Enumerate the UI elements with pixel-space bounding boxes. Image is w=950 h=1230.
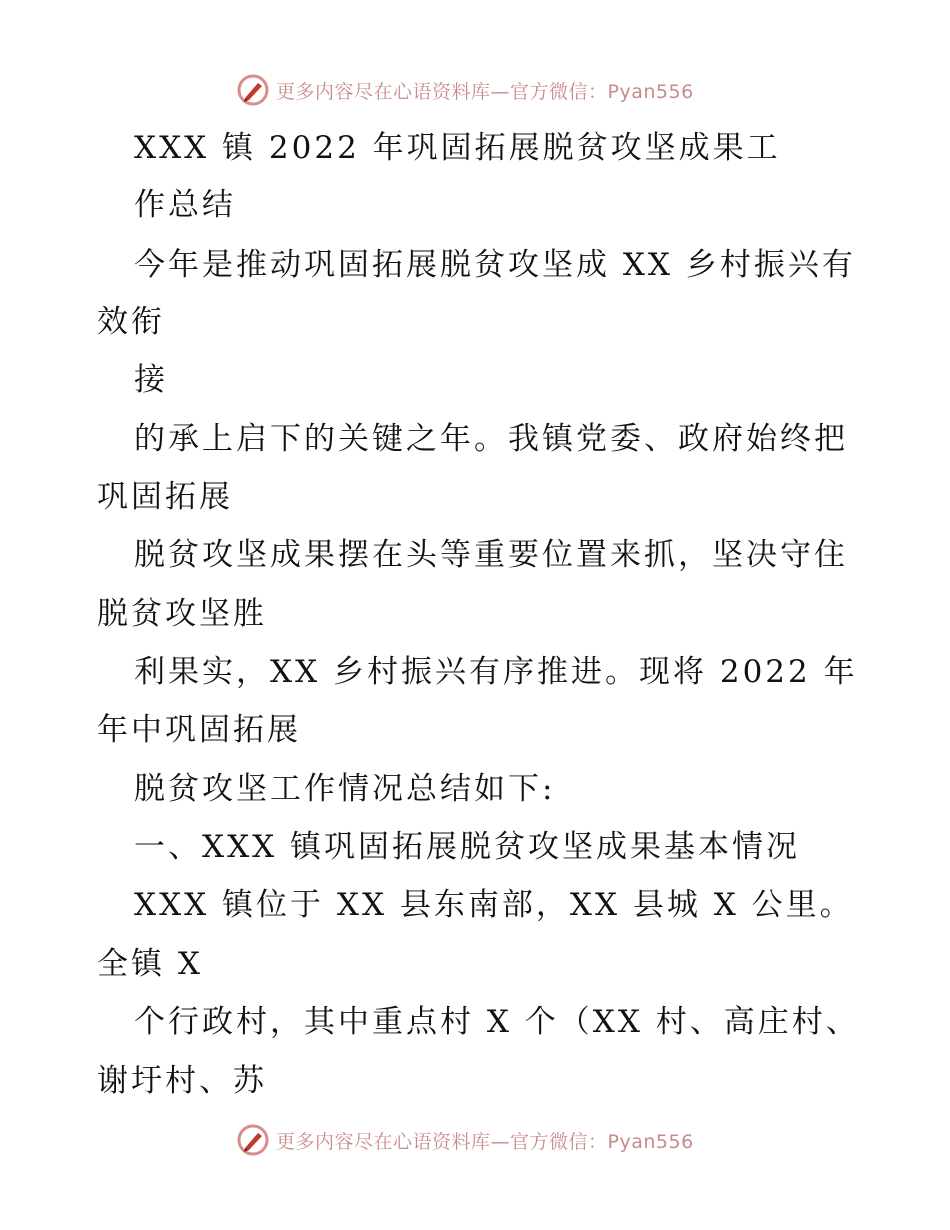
text-line: 谢圩村、苏 <box>97 1063 267 1099</box>
text-line: 脱贫攻坚工作情况总结如下: <box>134 771 556 807</box>
text-line: 效衔 <box>97 304 165 340</box>
watermark-banner-bottom <box>236 1122 716 1158</box>
watermark-banner-top <box>236 72 716 108</box>
pen-logo-icon <box>236 73 270 107</box>
text-line: 利果实，XX 乡村振兴有序推进。现将 2022 年 <box>134 654 858 690</box>
text-line: 全镇 X <box>97 946 203 982</box>
text-line: 脱贫攻坚成果摆在头等重要位置来抓，坚决守住 <box>134 537 848 573</box>
text-line: XXX 镇 2022 年巩固拓展脱贫攻坚成果工 <box>134 130 781 166</box>
text-line: 作总结 <box>134 187 236 223</box>
text-line: 接 <box>134 362 168 398</box>
text-line: XXX 镇位于 XX 县东南部，XX 县城 X 公里。 <box>134 887 854 923</box>
text-line: 年中巩固拓展 <box>97 712 301 748</box>
pen-logo-icon <box>236 1123 270 1157</box>
section-heading: 一、XXX 镇巩固拓展脱贫攻坚成果基本情况 <box>134 829 801 865</box>
text-line: 脱贫攻坚胜 <box>97 596 267 632</box>
text-line: 个行政村，其中重点村 X 个（XX 村、高庄村、 <box>134 1004 860 1040</box>
text-line: 今年是推动巩固拓展脱贫攻坚成 XX 乡村振兴有 <box>134 247 856 283</box>
watermark-text: 更多内容尽在心语资料库—官方微信：Pyan556 <box>276 1130 694 1153</box>
text-line: 的承上启下的关键之年。我镇党委、政府始终把 <box>134 421 848 457</box>
watermark-text: 更多内容尽在心语资料库—官方微信：Pyan556 <box>276 80 694 103</box>
text-line: 巩固拓展 <box>97 479 233 515</box>
